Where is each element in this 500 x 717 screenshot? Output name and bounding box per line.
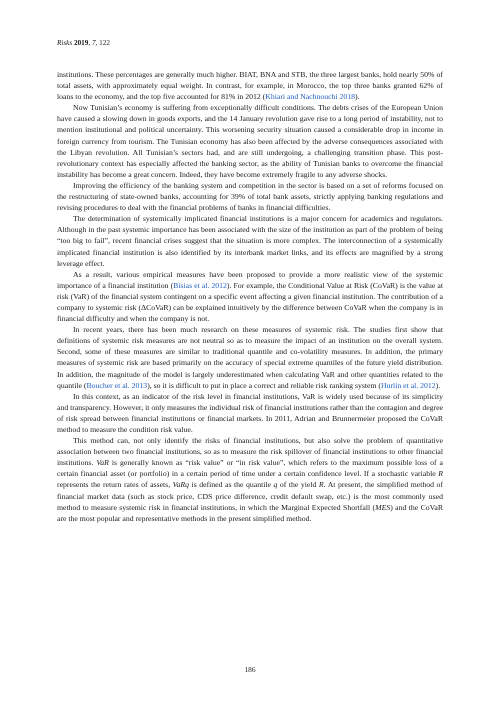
math-symbol: R — [318, 480, 324, 490]
paragraph — [57, 269, 443, 324]
text-run: Now Tunisian’s economy is suffering from exceptionally difficult conditions. The debts crises of the European Union have caused a slowing down in goods exports, and the 14 January revolution gave rise to a long period of instability, not to mention institutional and political uncertainty. This worsening security situation caused a considerable drop in income in foreign currency from tourism. The Tunisian economy has also been affected by the adverse consequences associated with the Libyan revolution. All Tunisian’s sectors had, and are still undergoing, a challenging transition phase. This post-revolutionary context has especially affected the banking sector, as the ability of Tunisian banks to overcome the financial instability has become a great concern. Indeed, they have become extremely fragile to any adverse shocks. — [57, 103, 443, 179]
journal-year: 2019 — [73, 39, 89, 47]
text-run: represents the return rates of assets, — [57, 480, 173, 490]
journal-name: Risks — [57, 39, 73, 47]
text-run: The determination of systemically implicated financial institutions is a major concern for academics and regulators. Although in the past systemic importance has been associated with the size of the institution as part of the problem of being “too big to fail”, recent financial crises suggest that the situation is more complex. The interconnection of a systemically implicated financial institution is also identified by its interbank market links, and its effects are magnified by a strong leverage effect. — [57, 214, 443, 268]
math-symbol: R — [438, 469, 443, 479]
text-run: is generally known as “risk value” or “in risk value”, which refers to the maximum possible loss of a certain financial asset (or portfolio) in a certain period of time under a certain confidence level. If a stochastic variable — [57, 458, 443, 479]
running-header: Risks 2019, 7, 122 — [57, 39, 110, 47]
text-run: is defined as the quantile — [189, 480, 274, 490]
text-run: ). — [355, 92, 360, 102]
text-run: As a result, various empirical measures have been proposed to provide a more realistic view of the systemic importance of a financial institution ( — [57, 269, 443, 290]
paragraph — [57, 180, 443, 213]
paragraph — [57, 324, 443, 391]
text-run: ), so it is difficult to put in place a correct and reliable risk ranking system ( — [147, 380, 381, 390]
paragraph — [57, 102, 443, 180]
paragraph — [57, 213, 443, 268]
page-number: 186 — [244, 665, 256, 674]
text-run: In recent years, there has been much research on these measures of systemic risk. The studies first show that definitions of systemic risk measures are not neutral so as to measure the impact of an institution on the overall system. Second, some of these measures are similar to traditional quantile and co-volatility measures. In addition, the primary measures of systemic risk are based primarily on the accuracy of special extreme quantiles of the future yield distribution. In addition, the magnitude of the model is largely underestimated when calculating VaR and other quantities related to the quantile ( — [57, 325, 443, 390]
paragraph — [57, 391, 443, 435]
text-run: . At present, the simplified method of financial market data (such as stock price, CDS price difference, credit default swap, etc.) is the most commonly used method to measure systemic risk in financial institutions, in which the Marginal Expected Shortfall ( — [57, 480, 444, 512]
text-run: Improving the efficiency of the banking system and competition in the sector is based on a set of reforms focused on the restructuring of state-owned banks, accounting for 39% of total bank assets, strictly applying banking regulations and revising procedures to deal with the financial problems of banks in financial difficulties. — [57, 180, 443, 213]
text-run: This method can, not only identify the risks of financial institutions, but also solve the problem of quantitative association between two financial institutions, so as to measure the risk spillover of financial institutions to other financial institutions. — [57, 436, 443, 468]
text-run: ). For example, the Conditional Value at Risk (CoVaR) is the value at risk (VaR) of the financial system contingent on a specific event affecting a given financial institution. The contribution of a company to systemic risk (ΔCoVaR) can be explained intuitively by the difference between CoVaR when the company is in financial difficulty and when the company is not. — [57, 280, 444, 324]
journal-volume: 7 — [91, 39, 96, 47]
text-run: institutions. These percentages are generally much higher. BIAT, BNA and STB, the three largest banks, hold nearly 50% of total assets, with approximately equal weight. In contrast, for example, in Morocco, the top three banks granted 62% of loans to the economy, and the top five accounted for 81% in 2012 ( — [57, 70, 443, 102]
text-run: In this context, as an indicator of the risk level in financial institutions, VaR is widely used because of its simplicity and transparency. However, it only measures the individual risk of financial institutions rather than the contagion and degree of risk spread between financial institutions or financial markets. In 2011, Adrian and Brunnermeier proposed the CoVaR method to measure the condition risk value. — [57, 391, 443, 434]
citation-link[interactable]: Khiari and Nachnouchi 2018 — [265, 92, 356, 102]
math-symbol: MES — [375, 502, 391, 512]
text-run: of the yield — [277, 480, 319, 490]
citation-link[interactable]: Bisias et al. 2012 — [173, 280, 227, 290]
text-run: ) and the CoVaR are the most popular and representative methods in the present simplified method. — [57, 502, 443, 523]
article-number: 122 — [99, 39, 110, 47]
math-symbol: q — [273, 480, 278, 490]
math-symbol: VaR — [96, 458, 109, 468]
text-run: ). — [435, 380, 441, 390]
citation-link[interactable]: Hurlin et al. 2012 — [381, 380, 436, 390]
body-text — [57, 69, 443, 524]
paragraph — [57, 69, 443, 102]
citation-link[interactable]: Boucher et al. 2013 — [86, 380, 148, 390]
paragraph — [57, 435, 443, 524]
math-symbol: VaRq — [172, 480, 190, 490]
